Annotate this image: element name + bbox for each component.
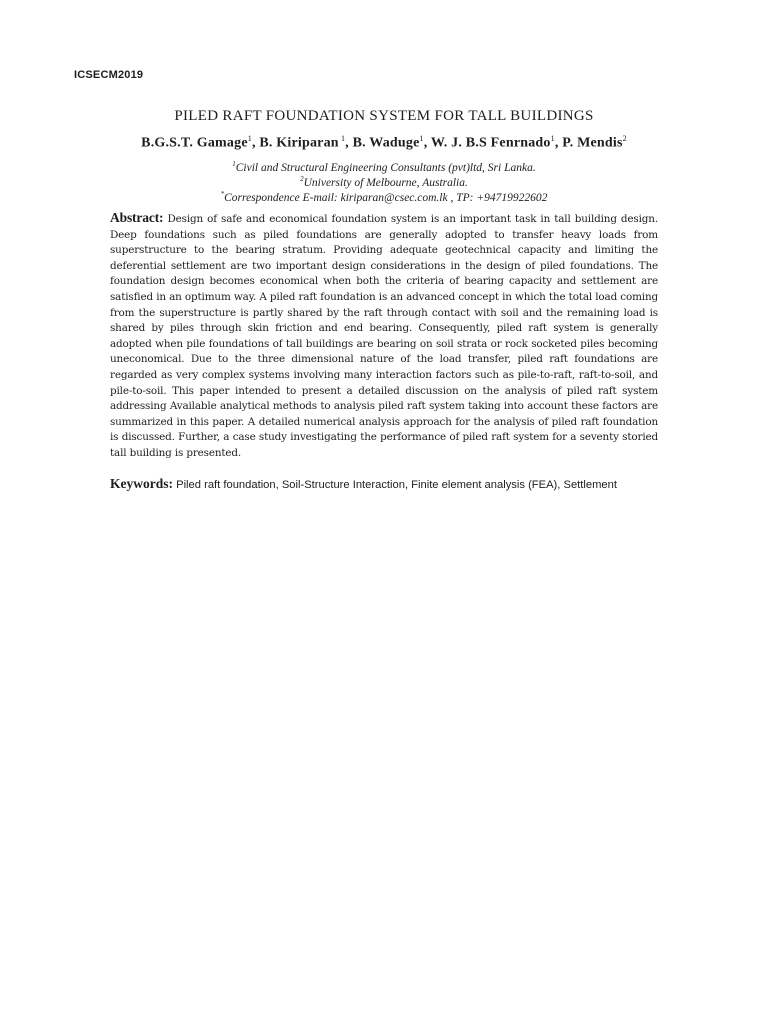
author-affil-mark: 1 bbox=[247, 134, 252, 143]
author-affil-mark: 2 bbox=[622, 134, 627, 143]
conference-tag: ICSECM2019 bbox=[74, 69, 144, 81]
author-affil-mark: 1 bbox=[338, 134, 346, 143]
affiliation-2 bbox=[0, 175, 768, 189]
author-affil-mark: 1 bbox=[550, 134, 555, 143]
correspondence-mark: * bbox=[220, 190, 225, 198]
correspondence-line bbox=[0, 190, 768, 204]
keywords-label: Keywords: bbox=[110, 476, 173, 491]
affiliation-1 bbox=[0, 160, 768, 174]
author-name: W. J. B.S Fenrnado bbox=[430, 135, 551, 151]
author-separator: , bbox=[554, 135, 563, 151]
affiliation-mark: 1 bbox=[232, 160, 236, 168]
affiliation-mark: 2 bbox=[300, 175, 304, 183]
author-separator: , bbox=[251, 135, 260, 151]
abstract-body: Design of safe and economical foundation system is an important task in tall building design. Deep foundations such as piled foundations are generally adopted to transfer heavy loads from superstructure to the bearing stratum. Providing adequate geotechnical capacity and limiting the deferential settlement are two important design considerations in the design of piled foundations. The foundation design becomes economical when both the criteria of bearing capacity and settlement are satisfied in an optimum way. A piled raft foundation is an advanced concept in which the total load coming from the superstructure is partly shared by the raft through contact with soil and the remaining load is shared by piles through skin friction and end bearing. Consequently, piled raft system is generally adopted when pile foundations of tall buildings are bearing on soil strata or rock socketed piles becoming uneconomical. Due to the three dimensional nature of the load transfer, piled raft foundations are regarded as very complex systems involving many interaction factors such as pile-to-raft, raft-to-soil, and pile-to-soil. This paper intended to present a detailed discussion on the analysis of piled raft system addressing Available analytical methods to analysis piled raft system taking into account these factors are summarized in this paper. A detailed numerical analysis approach for the analysis of piled raft foundation is discussed. Further, a case study investigating the performance of piled raft system for a seventy storied tall building is presented. bbox=[110, 213, 658, 459]
author-name: B. Kiriparan bbox=[259, 135, 339, 151]
abstract-label: Abstract: bbox=[110, 210, 164, 225]
author-name: P. Mendis bbox=[562, 135, 623, 151]
author-name: B.G.S.T. Gamage bbox=[141, 135, 248, 151]
author-list bbox=[0, 134, 768, 152]
abstract-section bbox=[110, 210, 658, 462]
author-separator: , bbox=[345, 135, 353, 151]
keywords-section bbox=[110, 476, 658, 493]
affiliation-text: University of Melbourne, Australia. bbox=[303, 176, 468, 189]
paper-title: PILED RAFT FOUNDATION SYSTEM FOR TALL BUILDINGS bbox=[174, 108, 594, 124]
author-separator: , bbox=[423, 135, 431, 151]
keywords-body: Piled raft foundation, Soil-Structure Interaction, Finite element analysis (FEA), Settlement bbox=[176, 479, 617, 491]
affiliation-text: Civil and Structural Engineering Consultants (pvt)ltd, Sri Lanka. bbox=[235, 161, 536, 174]
author-name: B. Waduge bbox=[352, 135, 420, 151]
author-affil-mark: 1 bbox=[419, 134, 424, 143]
correspondence-text: Correspondence E-mail: kiriparan@csec.com.lk , TP: +94719922602 bbox=[224, 191, 548, 204]
